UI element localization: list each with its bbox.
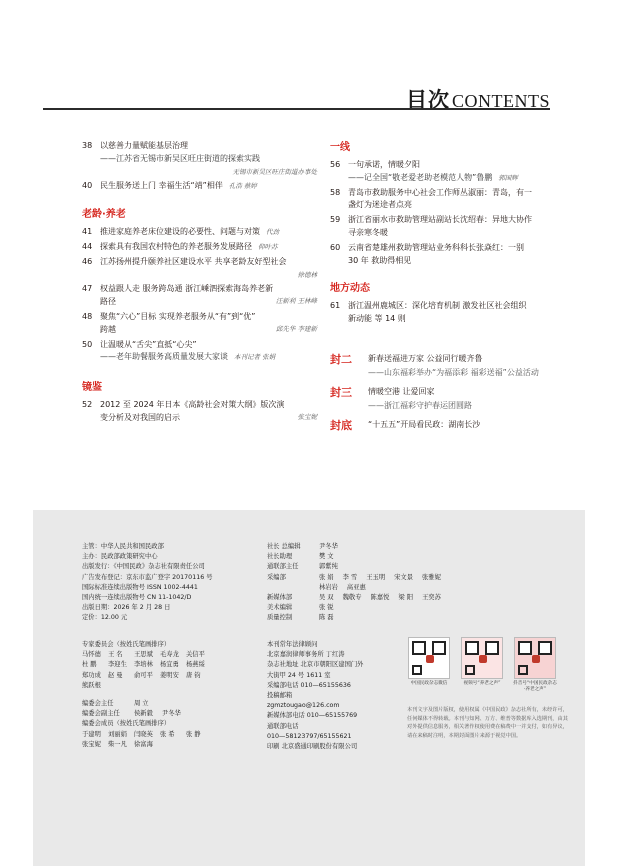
staff-role: 新媒体部: [267, 593, 293, 601]
page-number: 44: [82, 241, 93, 251]
toc-entry[interactable]: [330, 159, 552, 185]
expert-name: 关信平: [186, 651, 205, 659]
entry-title-cont: 寻亲寒冬暖: [348, 227, 388, 237]
staff-role: 质量控制: [267, 614, 293, 622]
entry-title: 青岛市救助服务中心社会工作师丛淑丽：青岛，有一: [348, 187, 532, 197]
cover-entry[interactable]: [330, 385, 552, 412]
staff-role: 社长 总编辑: [267, 543, 301, 550]
entry-title: 江苏扬州提升颐养社区建设水平 共享老龄友好型社会: [100, 256, 287, 266]
contact-line: 投稿邮箱: [267, 691, 293, 699]
qr-caption: 中国民政杂志微信: [410, 681, 448, 686]
staff-name: 吴 双: [319, 593, 334, 601]
entry-title-cont: 变分析及对我国的启示: [100, 412, 180, 422]
expert-name: 杜 鹏: [82, 661, 97, 669]
entry-subtitle: ——江苏省无锡市新吴区旺庄街道的探索实践: [100, 153, 260, 163]
entry-title-cont: 路径: [100, 297, 116, 307]
page-number: 56: [330, 160, 341, 169]
board-member: 闫晓英: [134, 730, 153, 738]
board-member: 张宝妮: [82, 740, 101, 748]
entry-author: 本刊记者 张娟: [234, 353, 276, 362]
entry-title: 浙江省丽水市救助管理站副站长沈绍春：异地大协作: [348, 215, 532, 225]
entry-author: 徐德林: [297, 270, 317, 279]
entry-title: 探索具有我国农村特色的养老服务发展路径: [100, 241, 252, 251]
board-row: [82, 699, 262, 709]
expert-name: 杨宜勇: [160, 661, 179, 669]
entry-author: 无锡市新吴区旺庄街道办事处: [232, 167, 317, 176]
toc-entry[interactable]: [82, 140, 317, 178]
staff-name: 陈 磊: [319, 614, 334, 622]
qr-codes: [407, 637, 557, 693]
cover-label: 封二: [330, 352, 352, 366]
qr-caption: 视频号“养老之声”: [463, 681, 501, 686]
header-rule: [43, 108, 550, 110]
staff-row: [267, 613, 507, 623]
toc-entry[interactable]: [82, 399, 317, 425]
entry-author: 孔浩 蔡婷: [228, 182, 257, 191]
section-title-elderly: 老龄·养老: [82, 209, 126, 221]
entry-author: 郭国辉: [498, 173, 518, 182]
qr-code-icon: [461, 637, 503, 679]
staff-role: 社长助理: [267, 553, 293, 561]
entry-author: 代劲: [266, 228, 279, 237]
qr-video[interactable]: [460, 637, 504, 693]
staff-role: 采编部: [267, 573, 286, 581]
page-number: 41: [82, 227, 93, 237]
staff-row: [267, 552, 507, 562]
entry-title-cont: 新动能 等 14 则: [348, 314, 406, 324]
board-member: 柴一凡: [108, 740, 127, 748]
expert-name: 李迎生: [108, 661, 127, 669]
expert-name: 王 名: [108, 651, 123, 659]
staff-name: 王玉明: [366, 573, 386, 581]
publication-line: 出版发行：《中国民政》杂志社有限责任公司: [82, 563, 205, 571]
contact-line: 杂志社地址 北京市朝阳区建国门外: [267, 661, 364, 669]
cover-subtitle: ——浙江福彩守护春运团圆路: [368, 400, 472, 410]
board-name: 周 立: [134, 699, 149, 707]
board-name: 尹冬华: [161, 710, 181, 718]
board-member: 徐富海: [134, 740, 153, 748]
staff-name: 王奕苏: [422, 593, 441, 601]
publication-line: 主办：民政部政策研究中心: [82, 553, 158, 561]
staff-row: [267, 573, 507, 583]
staff-name: 陈嘉悦: [370, 593, 390, 601]
expert-name: 王思斌: [134, 651, 153, 659]
entry-title: 一句承诺，情暖夕阳: [348, 160, 420, 169]
contact-line: 010—58123797/65155621: [267, 732, 352, 740]
entry-title: 让温暖从“舌尖”直抵“心尖”: [100, 339, 197, 349]
staff-name: 张 锐: [319, 604, 334, 612]
expert-name: 赵 曼: [108, 671, 123, 679]
cover-subtitle: ——山东福彩举办“为福添彩 福彩送福”公益活动: [368, 367, 539, 377]
qr-wechat[interactable]: [407, 637, 451, 693]
cover-title: 情暖空港 让爱回家: [368, 387, 435, 397]
page-number: 58: [330, 187, 341, 197]
qr-code-icon: [514, 637, 556, 679]
entry-author: 张宝妮: [297, 412, 317, 421]
board-member: 张 静: [186, 730, 201, 738]
entry-subtitle: ——记全国“敬老爱老助老模范人物”鲁鹏: [348, 172, 493, 182]
toc-entry[interactable]: [82, 339, 317, 365]
staff-name: 魏敬专: [342, 593, 362, 601]
section-title-local-news: 地方动态: [330, 283, 370, 295]
page-number: 48: [82, 311, 93, 321]
cover-entry[interactable]: [330, 352, 552, 379]
page-number: 46: [82, 256, 93, 266]
entry-title-cont: 盏灯为迷途者点亮: [348, 200, 412, 210]
toc-entry[interactable]: [82, 256, 317, 282]
contact-line: 采编部电话 010—65155636: [267, 681, 351, 689]
entry-title: 浙江温州鹿城区：深化培育机制 激发社区社会组织: [348, 301, 527, 311]
toc-entry[interactable]: [82, 241, 317, 254]
expert-name: 唐 钧: [186, 671, 201, 679]
expert-name: 毛寿龙: [160, 651, 179, 659]
entry-title-cont: 跨越: [100, 324, 116, 334]
entry-subtitle: ——老年助餐服务高质量发展大家谈: [100, 352, 228, 362]
entry-title: 推进家庭养老床位建设的必要性、问题与对策: [100, 227, 260, 237]
board-name: 侯新毅: [134, 710, 153, 718]
publication-line: 定价：12.00 元: [82, 614, 128, 622]
entry-title: 聚焦“六心”目标 实现养老服务从“有”到“优”: [100, 311, 256, 321]
qr-caption: 抖音号“中国民政杂志·养老之声”: [513, 681, 557, 692]
entry-title: 2012 至 2024 年日本《高龄社会对策大纲》版次演: [100, 400, 285, 410]
page-number: 40: [82, 181, 93, 191]
entry-title: 民生服务送上门 幸福生活“靖”相伴: [100, 181, 223, 191]
staff-name: 张雅妮: [422, 573, 441, 581]
publication-line: 国内统一连续出版物号 CN 11-1042/D: [82, 593, 192, 601]
entry-author: 仰叶苏: [258, 242, 278, 251]
publication-line: 出版日期：2026 年 2 月 28 日: [82, 604, 171, 612]
expert-name: 李培林: [134, 661, 153, 669]
toc-entry[interactable]: [330, 187, 552, 213]
page-number: 38: [82, 141, 93, 150]
experts-roster: [82, 650, 262, 691]
cover-label: 封三: [330, 386, 352, 400]
toc-entry[interactable]: [330, 300, 552, 326]
right-column: [330, 140, 552, 440]
board-roster: [82, 730, 262, 750]
staff-row: [267, 593, 507, 603]
contact-email[interactable]: zgmztougao@126.com: [267, 702, 340, 710]
copyright-notice: 本刊文字及图片版权，使用权属《中国民政》杂志社所有，未经许可，任何媒体不得转载。本刊与知网、万方、维普等数据库入选期刊，由其对外提供信息服务，相关著作权使用费在稿费中一并支付，如有异议，请在来稿时注明，本期封面图片来源于视觉中国。: [407, 707, 568, 739]
board-member: 于建明: [82, 730, 101, 738]
staff-role: 通联部主任: [267, 563, 299, 571]
qr-code-icon: [408, 637, 450, 679]
publication-info: [82, 542, 252, 624]
page-number: 60: [330, 242, 341, 252]
entry-title: 云南省楚雄州救助管理站业务科科长张焱红：一别: [348, 242, 524, 252]
staff-row: [267, 603, 507, 613]
staff-list: [267, 542, 507, 624]
staff-role: 美术编辑: [267, 604, 293, 612]
contents-title-zh: 目次: [406, 87, 450, 112]
contents-title-en: CONTENTS: [452, 91, 550, 111]
contact-info: [267, 640, 417, 752]
staff-name: 林岩岩: [319, 583, 338, 591]
entry-title: 权益跟人走 服务跨岛通 浙江嵊泗探索海岛养老新: [100, 284, 274, 294]
publication-line: 国际标准连续出版物号 ISSN 1002-4441: [82, 583, 198, 591]
expert-name: 杨燕绥: [186, 661, 205, 669]
left-column: [82, 140, 317, 427]
board-role: 编委会副主任: [82, 710, 120, 718]
contact-line: 本刊常年法律顾问: [267, 641, 318, 648]
board-member: 刘丽娟: [108, 730, 127, 738]
entry-author: 汪新利 王林峰: [275, 297, 317, 306]
cover-title: 新春送福进万家 公益同行暖齐鲁: [368, 353, 483, 363]
staff-row: [267, 562, 507, 572]
section-title-frontline: 一线: [330, 142, 350, 153]
board-row: [82, 709, 262, 719]
entry-title: 以慈善力量赋能基层治理: [100, 141, 188, 150]
toc-entry[interactable]: [82, 226, 317, 239]
staff-row: [267, 542, 507, 552]
contact-line: 印刷 北京盛通印刷股份有限公司: [267, 742, 358, 750]
contact-line: 北京嘉润律师事务所 丁红涛: [267, 651, 345, 659]
experts-heading: 专家委员会（按姓氏笔画排序）: [82, 641, 171, 648]
page-number: 52: [82, 400, 93, 410]
expert-name: 马怀德: [82, 651, 101, 659]
committee-info: [82, 640, 262, 756]
expert-name: 郑功成: [82, 671, 101, 679]
publication-line: 主管：中华人民共和国民政部: [82, 543, 164, 550]
cover-label: 封底: [330, 419, 352, 433]
entry-title-cont: 30 年 救助得相见: [348, 255, 412, 265]
cover-title: “十五五”开局看民政：湖南长沙: [368, 420, 481, 430]
contact-line: 大街甲 24 号 1611 室: [267, 671, 331, 679]
expert-name: 姜明安: [160, 671, 179, 679]
colophon: [33, 510, 585, 866]
toc-entry[interactable]: [330, 242, 552, 268]
staff-name: 郭紫纯: [319, 563, 338, 571]
staff-name: 樊 文: [319, 553, 334, 561]
staff-name: 尹冬华: [319, 543, 338, 550]
staff-name: 高亚惠: [346, 583, 366, 591]
staff-name: 宋文景: [394, 573, 413, 581]
toc-entry[interactable]: [82, 180, 317, 193]
staff-name: 张 娟: [319, 573, 334, 581]
staff-role: [267, 583, 319, 593]
board-role: 编委会成员（按姓氏笔画排序）: [82, 720, 171, 728]
staff-row: [267, 583, 507, 593]
contact-line: 新媒体部电话 010—65155769: [267, 712, 358, 720]
board-role: 编委会主任: [82, 699, 114, 707]
toc-entry[interactable]: [330, 214, 552, 240]
page-number: 61: [330, 301, 341, 311]
contact-line: 通联部电话: [267, 722, 299, 730]
expert-name: 熊跃根: [82, 681, 101, 689]
publication-line: 广告发布登记：京东市监广登字 20170116 号: [82, 573, 213, 581]
staff-name: 梁 阳: [398, 593, 413, 601]
entry-author: 邱先华 李建新: [275, 324, 317, 333]
section-title-mirror: 镜鉴: [82, 382, 102, 394]
toc-entry[interactable]: [82, 283, 317, 309]
board-member: 张 希: [160, 730, 175, 738]
cover-entry[interactable]: [330, 418, 552, 433]
qr-douyin[interactable]: [513, 637, 557, 693]
toc-entry[interactable]: [82, 311, 317, 337]
page-number: 50: [82, 339, 93, 349]
page-number: 59: [330, 215, 341, 225]
staff-name: 李 雪: [342, 573, 358, 581]
expert-name: 俞可平: [134, 671, 153, 679]
page-number: 47: [82, 284, 93, 294]
